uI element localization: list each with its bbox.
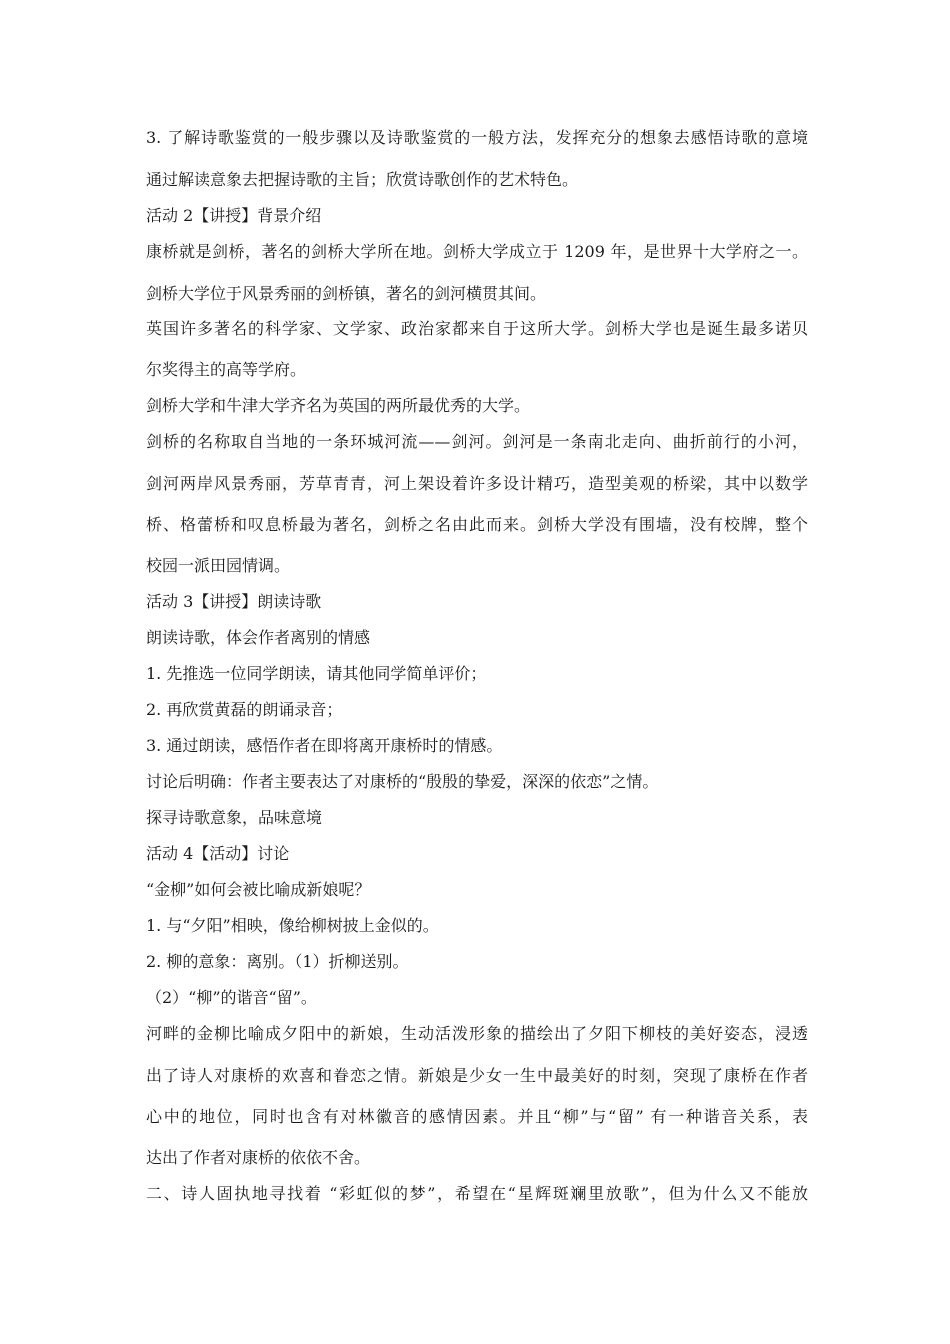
text-line: 英国许多著名的科学家、文学家、政治家都来自于这所大学。剑桥大学也是诞生最多诺贝	[146, 319, 808, 338]
list-item: 2. 柳的意象：离别。（1）折柳送别。	[146, 952, 409, 971]
text-line: 朗读诗歌，体会作者离别的情感	[146, 628, 371, 647]
text-line: 康桥就是剑桥，著名的剑桥大学所在地。剑桥大学成立于 1209 年，是世界十大学府之一。	[146, 242, 808, 261]
text-line: 出了诗人对康桥的欢喜和眷恋之情。新娘是少女一生中最美好的时刻，突现了康桥在作者	[146, 1066, 808, 1085]
text-line: 通过解读意象去把握诗歌的主旨；欣赏诗歌创作的艺术特色。	[146, 170, 579, 189]
text-line: 讨论后明确：作者主要表达了对康桥的“殷殷的挚爱，深深的依恋”之情。	[146, 772, 659, 791]
text-line: 剑桥大学和牛津大学齐名为英国的两所最优秀的大学。	[146, 396, 531, 415]
text-line: 尔奖得主的高等学府。	[146, 360, 307, 379]
text-line: 桥、格蕾桥和叹息桥最为著名，剑桥之名由此而来。剑桥大学没有围墙，没有校牌，整个	[146, 515, 808, 534]
text-line: “金柳”如何会被比喻成新娘呢？	[146, 880, 371, 899]
text-line: 心中的地位，同时也含有对林徽音的感情因素。并且“柳”与“留” 有一种谐音关系，表	[146, 1107, 808, 1126]
text-line: 校园一派田园情调。	[146, 556, 291, 575]
text-line: 剑桥的名称取自当地的一条环城河流——剑河。剑河是一条南北走向、曲折前行的小河，	[146, 432, 808, 451]
activity-heading: 活动 2【讲授】背景介绍	[146, 206, 322, 225]
text-line: 达出了作者对康桥的依依不舍。	[146, 1148, 371, 1167]
list-item: 2. 再欣赏黄磊的朗诵录音；	[146, 700, 343, 719]
list-item: 3. 通过朗读，感悟作者在即将离开康桥时的情感。	[146, 736, 503, 755]
text-line: 探寻诗歌意象，品味意境	[146, 808, 323, 827]
text-line: 剑桥大学位于风景秀丽的剑桥镇，著名的剑河横贯其间。	[146, 284, 547, 303]
activity-heading: 活动 3【讲授】朗读诗歌	[146, 592, 322, 611]
text-line: 剑河两岸风景秀丽，芳草青青，河上架设着许多设计精巧，造型美观的桥梁，其中以数学	[146, 474, 808, 493]
list-item: 1. 与“夕阳”相映，像给柳树披上金似的。	[146, 916, 439, 935]
list-item: 1. 先推选一位同学朗读，请其他同学简单评价；	[146, 664, 487, 683]
text-line: 二、诗人固执地寻找着 “彩虹似的梦”，希望在“星辉斑斓里放歌”，但为什么又不能放	[146, 1184, 808, 1203]
text-line: 河畔的金柳比喻成夕阳中的新娘，生动活泼形象的描绘出了夕阳下柳枝的美好姿态，浸透	[146, 1024, 808, 1043]
activity-heading: 活动 4【活动】讨论	[146, 844, 290, 863]
list-item: （2）“柳”的谐音“留”。	[146, 988, 317, 1007]
text-line: 3. 了解诗歌鉴赏的一般步骤以及诗歌鉴赏的一般方法，发挥充分的想象去感悟诗歌的意境	[146, 128, 808, 147]
